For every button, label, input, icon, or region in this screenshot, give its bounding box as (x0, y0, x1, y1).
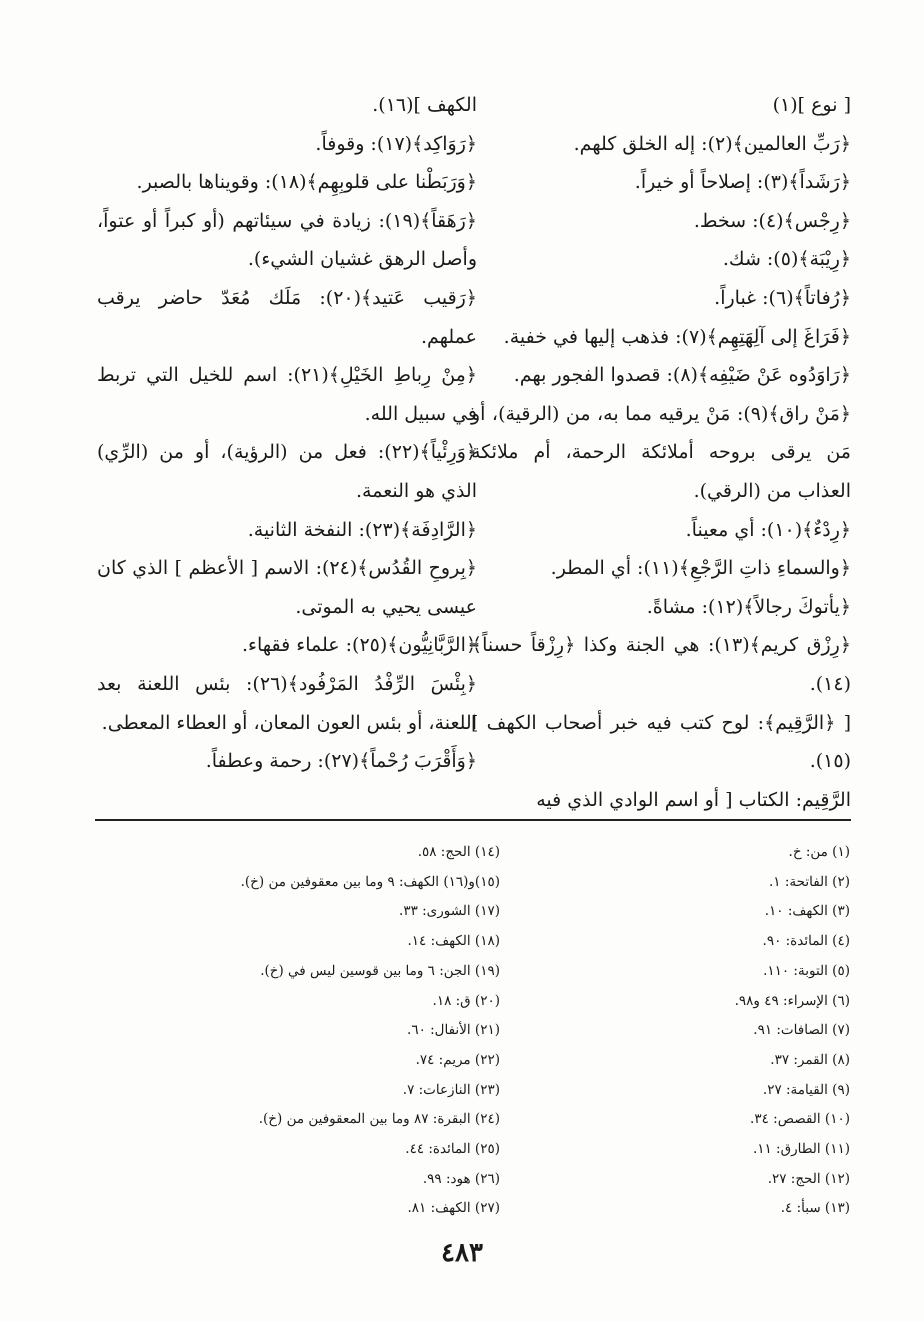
glossary-entry: [ ﴿الرَّقِيم﴾: لوح كتب فيه خبر أصحاب الكهف ](١٥). (471, 711, 851, 773)
footnote: (٦) الإسراء: ٤٩ و٩٨. (734, 992, 850, 1009)
glossary-entry: ﴿رَاوَدُوه عَنْ ضَيْفِه﴾(٨): قصدوا الفجور بهم. (513, 364, 851, 387)
page-number: ٤٨٣ (441, 1238, 483, 1268)
footnote: (٤) المائدة: ٩٠. (762, 933, 850, 950)
footnote: (١٤) الحج: ٥٨. (417, 844, 500, 860)
glossary-entry: ﴿والسماءِ ذاتِ الرَّجْعِ﴾(١١): أي المطر. (550, 557, 851, 580)
footnote: (٣) الكهف: ١٠. (764, 903, 850, 920)
glossary-entry: ﴿يأتوكَ رجالاً﴾(١٢): مشاةً. (646, 595, 851, 618)
right-text-column (471, 86, 851, 819)
glossary-entry: ﴿رَشَداً﴾(٣): إصلاحاً أو خيراً. (634, 171, 851, 194)
glossary-entry: ﴿رَقيب عَتيد﴾(٢٠): مَلَك مُعَدّ حاضر يرقب عملهم. (97, 286, 477, 348)
glossary-entry: ﴿مِنْ رِباطِ الخَيْلِ﴾(٢١): اسم للخيل التي تربط في سبيل الله. (97, 364, 477, 425)
glossary-entry: ﴿رِدْءٌ﴾(١٠): أي معيناً. (685, 518, 851, 541)
glossary-entry: ﴿رُفاتاً﴾(٦): غباراً. (714, 286, 851, 309)
glossary-entry: ﴿بِروحِ القُدُس﴾(٢٤): الاسم [ الأعظم ] الذي كان عيسى يحيي به الموتى. (97, 557, 477, 618)
footnote: (٢٦) هود: ٩٩. (422, 1170, 500, 1187)
glossary-entry: ﴿رَوَاكِد﴾(١٧): وقوفاً. (315, 132, 477, 155)
glossary-entry: ﴿رَهَقاً﴾(١٩): زيادة في سيئاتهم (أو كبراً أو عتواً، وأصل الرهق غشيان الشيء). (97, 209, 477, 271)
glossary-entry: الكهف ](١٦). (372, 94, 477, 116)
glossary-entry: ﴿مَنْ راق﴾(٩): مَنْ يرقيه مما به، من (الرقية)، أو مَن يرقى بروحه أملائكة الرحمة، أم ملائكة العذاب من (الرقي). (471, 402, 851, 502)
glossary-entry: ﴿وَأَقْرَبَ رُحْماً﴾(٢٧): رحمة وعطفاً. (205, 750, 477, 773)
footnotes-left-column (150, 838, 500, 1224)
glossary-entry: ﴿رَبِّ العالمين﴾(٢): إله الخلق كلهم. (573, 132, 851, 155)
footnote: (٢٤) البقرة: ٨٧ وما بين المعقوفين من (خ). (258, 1111, 500, 1128)
footnote: (١٢) الحج: ٢٧. (767, 1170, 850, 1187)
glossary-entry: ﴿رِيْبَة﴾(٥): شك. (722, 248, 851, 271)
footnote: (١٥)و(١٦) الكهف: ٩ وما بين معقوفين من (خ). (240, 873, 500, 890)
left-text-column (97, 86, 477, 781)
glossary-entry: ﴿بِئْسَ الرِّفْدُ المَرْفُود﴾(٢٦): بئس اللعنة بعد اللعنة، أو بئس العون المعان، أو العطاء المعطى. (97, 672, 477, 734)
footnote: (١٣) سبأ: ٤. (780, 1200, 850, 1217)
glossary-entry: [ نوع ](١) (772, 94, 851, 116)
footnote: (٢٢) مريم: ٧٤. (415, 1051, 500, 1068)
footnote: (١٧) الشورى: ٣٣. (399, 903, 500, 920)
footnote: (٢٧) الكهف: ٨١. (407, 1200, 500, 1217)
footnote: (٨) القمر: ٣٧. (770, 1051, 850, 1068)
footnote: (٩) القيامة: ٢٧. (762, 1081, 850, 1098)
footnote: (٥) التوبة: ١١٠. (763, 962, 850, 979)
glossary-entry: ﴿رِجْس﴾(٤): سخط. (693, 209, 851, 232)
footnote: (١٨) الكهف: ١٤. (407, 933, 500, 950)
footnote: (١٩) الجن: ٦ وما بين قوسين ليس في (خ). (260, 962, 500, 979)
footnote: (٢) الفاتحة: ١. (768, 873, 850, 890)
glossary-entry: ﴿فَرَاغَ إلى آلِهَتِهِم﴾(٧): فذهب إليها في خفية. (503, 325, 851, 348)
footnote: (٢٥) المائدة: ٤٤. (405, 1141, 500, 1158)
glossary-entry: ﴿وَرَبَطْنا على قلوبِهِم﴾(١٨): وقويناها بالصبر. (136, 171, 477, 194)
footnote-divider (95, 819, 851, 821)
footnote: (٢٣) النازعات: ٧. (402, 1081, 500, 1098)
footnote: (١) من: خ. (788, 844, 850, 860)
glossary-entry: ﴿وَرِئْياً﴾(٢٢): فعل من (الرؤية)، أو من (الرِّي) الذي هو النعمة. (97, 441, 477, 502)
footnote: (٢٠) ق: ١٨. (432, 992, 500, 1009)
glossary-entry: ﴿رِزْق كريم﴾(١٣): هي الجنة وكذا ﴿رِزْقاً حسناً﴾(١٤). (471, 634, 851, 695)
footnote: (٧) الصافات: ٩١. (753, 1022, 850, 1039)
glossary-entry: ﴿الرَّادِفَة﴾(٢٣): النفخة الثانية. (247, 518, 477, 541)
footnote: (١١) الطارق: ١١. (752, 1141, 850, 1158)
footnote: (١٠) القصص: ٣٤. (750, 1111, 850, 1128)
footnote: (٢١) الأنفال: ٦٠. (407, 1022, 500, 1039)
glossary-entry: ﴿الرَّبَّانِيُّون﴾(٢٥): علماء فقهاء. (242, 634, 477, 657)
glossary-entry: الرَّقِيم: الكتاب [ أو اسم الوادي الذي فيه (536, 788, 851, 811)
footnotes-right-column (500, 838, 850, 1224)
